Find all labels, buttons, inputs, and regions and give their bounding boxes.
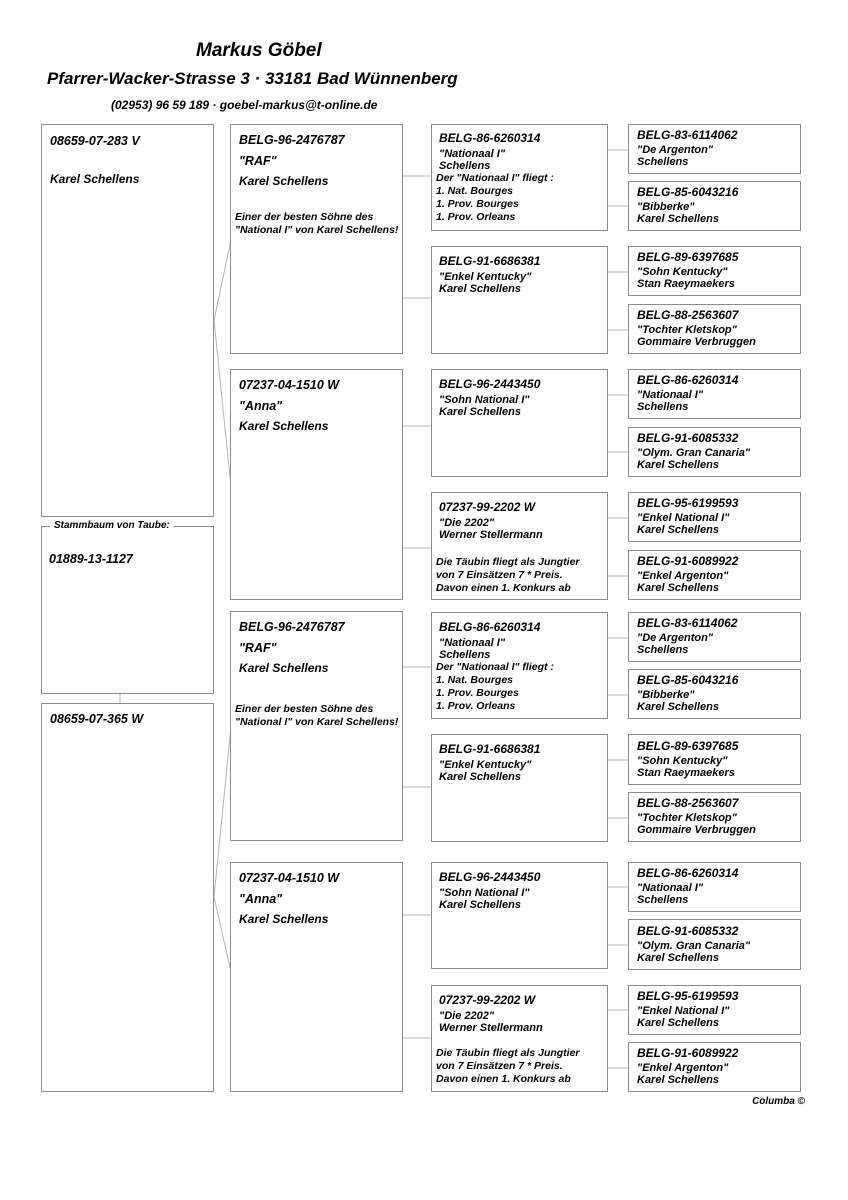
gggp-owner: Schellens: [637, 401, 689, 413]
grandparent-mm-ring: 07237-04-1510 W: [239, 871, 340, 885]
ggp-mmf-owner: Karel Schellens: [439, 899, 521, 911]
gggp-name: "De Argenton": [637, 632, 714, 644]
ggp-mmm-note-3: Davon einen 1. Konkurs ab: [436, 1073, 571, 1085]
gggp-ring: BELG-88-2563607: [637, 308, 739, 322]
grandparent-ff-ring: BELG-96-2476787: [239, 133, 345, 147]
gggp-ring: BELG-86-6260314: [637, 373, 739, 387]
gggp-name: "Enkel National I": [637, 512, 730, 524]
ggp-mfm-name: "Enkel Kentucky": [439, 759, 532, 771]
gggp-owner: Stan Raeymaekers: [637, 767, 735, 779]
father-card: [41, 124, 214, 517]
grandparent-mf-ring: BELG-96-2476787: [239, 620, 345, 634]
gggp-name: "Olym. Gran Canaria": [637, 447, 751, 459]
ggp-mmf-card: [431, 862, 608, 969]
ggp-mfm-ring: BELG-91-6686381: [439, 742, 541, 756]
ggp-ffm-name: "Enkel Kentucky": [439, 271, 532, 283]
gggp-ring: BELG-85-6043216: [637, 673, 739, 687]
ggp-fff-ring: BELG-86-6260314: [439, 131, 541, 145]
gggp-ring: BELG-91-6089922: [637, 554, 739, 568]
gggp-name: "Bibberke": [637, 689, 695, 701]
breeder-address: Pfarrer-Wacker-Strasse 3 · 33181 Bad Wünnenberg: [47, 69, 458, 88]
gggp-name: "Sohn Kentucky": [637, 266, 728, 278]
gggp-name: "Enkel National I": [637, 1005, 730, 1017]
ggp-mmm-note-1: Die Täubin fliegt als Jungtier: [436, 1047, 580, 1059]
gggp-card: [628, 246, 801, 296]
ggp-fmf-owner: Karel Schellens: [439, 406, 521, 418]
gggp-owner: Karel Schellens: [637, 952, 719, 964]
ggp-fmm-card: [431, 492, 608, 600]
grandparent-fm-owner: Karel Schellens: [239, 419, 329, 433]
gggp-owner: Stan Raeymaekers: [637, 278, 735, 290]
ggp-fff-name: "Nationaal I": [439, 148, 506, 160]
ggp-fmm-note-2: von 7 Einsätzen 7 * Preis.: [436, 569, 563, 581]
gggp-ring: BELG-83-6114062: [637, 128, 738, 142]
grandparent-ff-note-2: "National I" von Karel Schellens!: [235, 224, 399, 236]
grandparent-fm-ring: 07237-04-1510 W: [239, 378, 340, 392]
ggp-mmm-owner: Werner Stellermann: [439, 1022, 543, 1034]
grandparent-ff-card: [230, 124, 403, 354]
ggp-mmm-ring: 07237-99-2202 W: [439, 993, 536, 1007]
gggp-owner: Gommaire Verbruggen: [637, 336, 756, 348]
pigeon-ring: 01889-13-1127: [49, 552, 133, 566]
gggp-ring: BELG-95-6199593: [637, 496, 739, 510]
ggp-ffm-ring: BELG-91-6686381: [439, 254, 541, 268]
grandparent-mm-name: "Anna": [239, 892, 283, 906]
gggp-card: [628, 550, 801, 600]
gggp-card: [628, 1042, 801, 1092]
ggp-mff-owner: Schellens: [439, 649, 491, 661]
gggp-card: [628, 427, 801, 477]
gggp-name: "Enkel Argenton": [637, 1062, 729, 1074]
ggp-fff-result-2: 1. Nat. Bourges: [436, 185, 514, 197]
gggp-card: [628, 734, 801, 785]
ggp-mff-result-4: 1. Prov. Orleans: [436, 700, 516, 712]
gggp-card: [628, 669, 801, 719]
ggp-fmm-ring: 07237-99-2202 W: [439, 500, 536, 514]
gggp-ring: BELG-85-6043216: [637, 185, 739, 199]
gggp-card: [628, 492, 801, 542]
gggp-ring: BELG-83-6114062: [637, 616, 738, 630]
ggp-fmm-name: "Die 2202": [439, 517, 495, 529]
gggp-name: "Nationaal I": [637, 389, 704, 401]
gggp-owner: Schellens: [637, 894, 689, 906]
ggp-fff-result-3: 1. Prov. Bourges: [436, 198, 519, 210]
grandparent-mf-owner: Karel Schellens: [239, 661, 329, 675]
grandparent-mf-note-2: "National I" von Karel Schellens!: [235, 716, 399, 728]
ggp-fff-result-1: Der "Nationaal I" fliegt :: [436, 172, 554, 184]
ggp-mff-result-1: Der "Nationaal I" fliegt :: [436, 661, 554, 673]
ggp-ffm-card: [431, 246, 608, 354]
grandparent-fm-name: "Anna": [239, 399, 283, 413]
grandparent-mf-name: "RAF": [239, 641, 277, 655]
gggp-owner: Gommaire Verbruggen: [637, 824, 756, 836]
gggp-card: [628, 985, 801, 1035]
grandparent-mm-card: [230, 862, 403, 1092]
gggp-ring: BELG-91-6085332: [637, 924, 739, 938]
footer-copyright: Columba ©: [752, 1096, 805, 1107]
ggp-ffm-owner: Karel Schellens: [439, 283, 521, 295]
mother-card: [41, 703, 214, 1092]
gggp-ring: BELG-91-6085332: [637, 431, 739, 445]
gggp-owner: Karel Schellens: [637, 524, 719, 536]
ggp-fmm-note-1: Die Täubin fliegt als Jungtier: [436, 556, 580, 568]
grandparent-ff-name: "RAF": [239, 154, 277, 168]
grandparent-ff-owner: Karel Schellens: [239, 174, 329, 188]
father-owner: Karel Schellens: [50, 172, 140, 186]
gggp-name: "Tochter Kletskop": [637, 812, 737, 824]
gggp-owner: Karel Schellens: [637, 459, 719, 471]
grandparent-ff-note-1: Einer der besten Söhne des: [235, 211, 374, 223]
gggp-card: [628, 919, 801, 970]
ggp-mmf-ring: BELG-96-2443450: [439, 870, 541, 884]
ggp-fmm-note-3: Davon einen 1. Konkurs ab: [436, 582, 571, 594]
ggp-fmf-card: [431, 369, 608, 477]
gggp-name: "Nationaal I": [637, 882, 704, 894]
ggp-fff-result-4: 1. Prov. Orleans: [436, 211, 516, 223]
gggp-owner: Karel Schellens: [637, 1017, 719, 1029]
ggp-fff-card: [431, 124, 608, 231]
gggp-owner: Schellens: [637, 644, 689, 656]
gggp-card: [628, 792, 801, 842]
mother-ring: 08659-07-365 W: [50, 712, 144, 726]
gggp-ring: BELG-86-6260314: [637, 866, 739, 880]
gggp-owner: Schellens: [637, 156, 689, 168]
ggp-mmm-card: [431, 985, 608, 1092]
gggp-ring: BELG-95-6199593: [637, 989, 739, 1003]
pigeon-card: [41, 526, 214, 694]
gggp-card: [628, 612, 801, 662]
gggp-owner: Karel Schellens: [637, 1074, 719, 1086]
ggp-mff-result-3: 1. Prov. Bourges: [436, 687, 519, 699]
gggp-card: [628, 304, 801, 354]
ggp-fmm-owner: Werner Stellermann: [439, 529, 543, 541]
gggp-owner: Karel Schellens: [637, 213, 719, 225]
ggp-fff-owner: Schellens: [439, 160, 491, 172]
gggp-owner: Karel Schellens: [637, 701, 719, 713]
breeder-contact: (02953) 96 59 189 · goebel-markus@t-online.de: [111, 98, 378, 112]
grandparent-mf-card: [230, 611, 403, 841]
ggp-mfm-owner: Karel Schellens: [439, 771, 521, 783]
ggp-mmm-name: "Die 2202": [439, 1010, 495, 1022]
ggp-mff-card: [431, 612, 608, 719]
gggp-card: [628, 124, 801, 174]
ggp-mmm-note-2: von 7 Einsätzen 7 * Preis.: [436, 1060, 563, 1072]
gggp-card: [628, 369, 801, 419]
gggp-name: "De Argenton": [637, 144, 714, 156]
ggp-mff-ring: BELG-86-6260314: [439, 620, 541, 634]
ggp-mff-name: "Nationaal I": [439, 637, 506, 649]
gggp-ring: BELG-88-2563607: [637, 796, 739, 810]
grandparent-mm-owner: Karel Schellens: [239, 912, 329, 926]
ggp-fmf-name: "Sohn National I": [439, 394, 530, 406]
gggp-ring: BELG-91-6089922: [637, 1046, 739, 1060]
gggp-ring: BELG-89-6397685: [637, 739, 739, 753]
gggp-card: [628, 862, 801, 912]
gggp-name: "Sohn Kentucky": [637, 755, 728, 767]
ggp-fmf-ring: BELG-96-2443450: [439, 377, 541, 391]
pigeon-label: Stammbaum von Taube:: [50, 520, 174, 531]
gggp-ring: BELG-89-6397685: [637, 250, 739, 264]
ggp-mfm-card: [431, 734, 608, 842]
gggp-card: [628, 181, 801, 231]
gggp-name: "Tochter Kletskop": [637, 324, 737, 336]
gggp-name: "Olym. Gran Canaria": [637, 940, 751, 952]
gggp-name: "Bibberke": [637, 201, 695, 213]
breeder-name: Markus Göbel: [196, 40, 322, 61]
grandparent-mf-note-1: Einer der besten Söhne des: [235, 703, 374, 715]
father-ring: 08659-07-283 V: [50, 134, 140, 148]
ggp-mmf-name: "Sohn National I": [439, 887, 530, 899]
grandparent-fm-card: [230, 369, 403, 600]
ggp-mff-result-2: 1. Nat. Bourges: [436, 674, 514, 686]
gggp-name: "Enkel Argenton": [637, 570, 729, 582]
gggp-owner: Karel Schellens: [637, 582, 719, 594]
